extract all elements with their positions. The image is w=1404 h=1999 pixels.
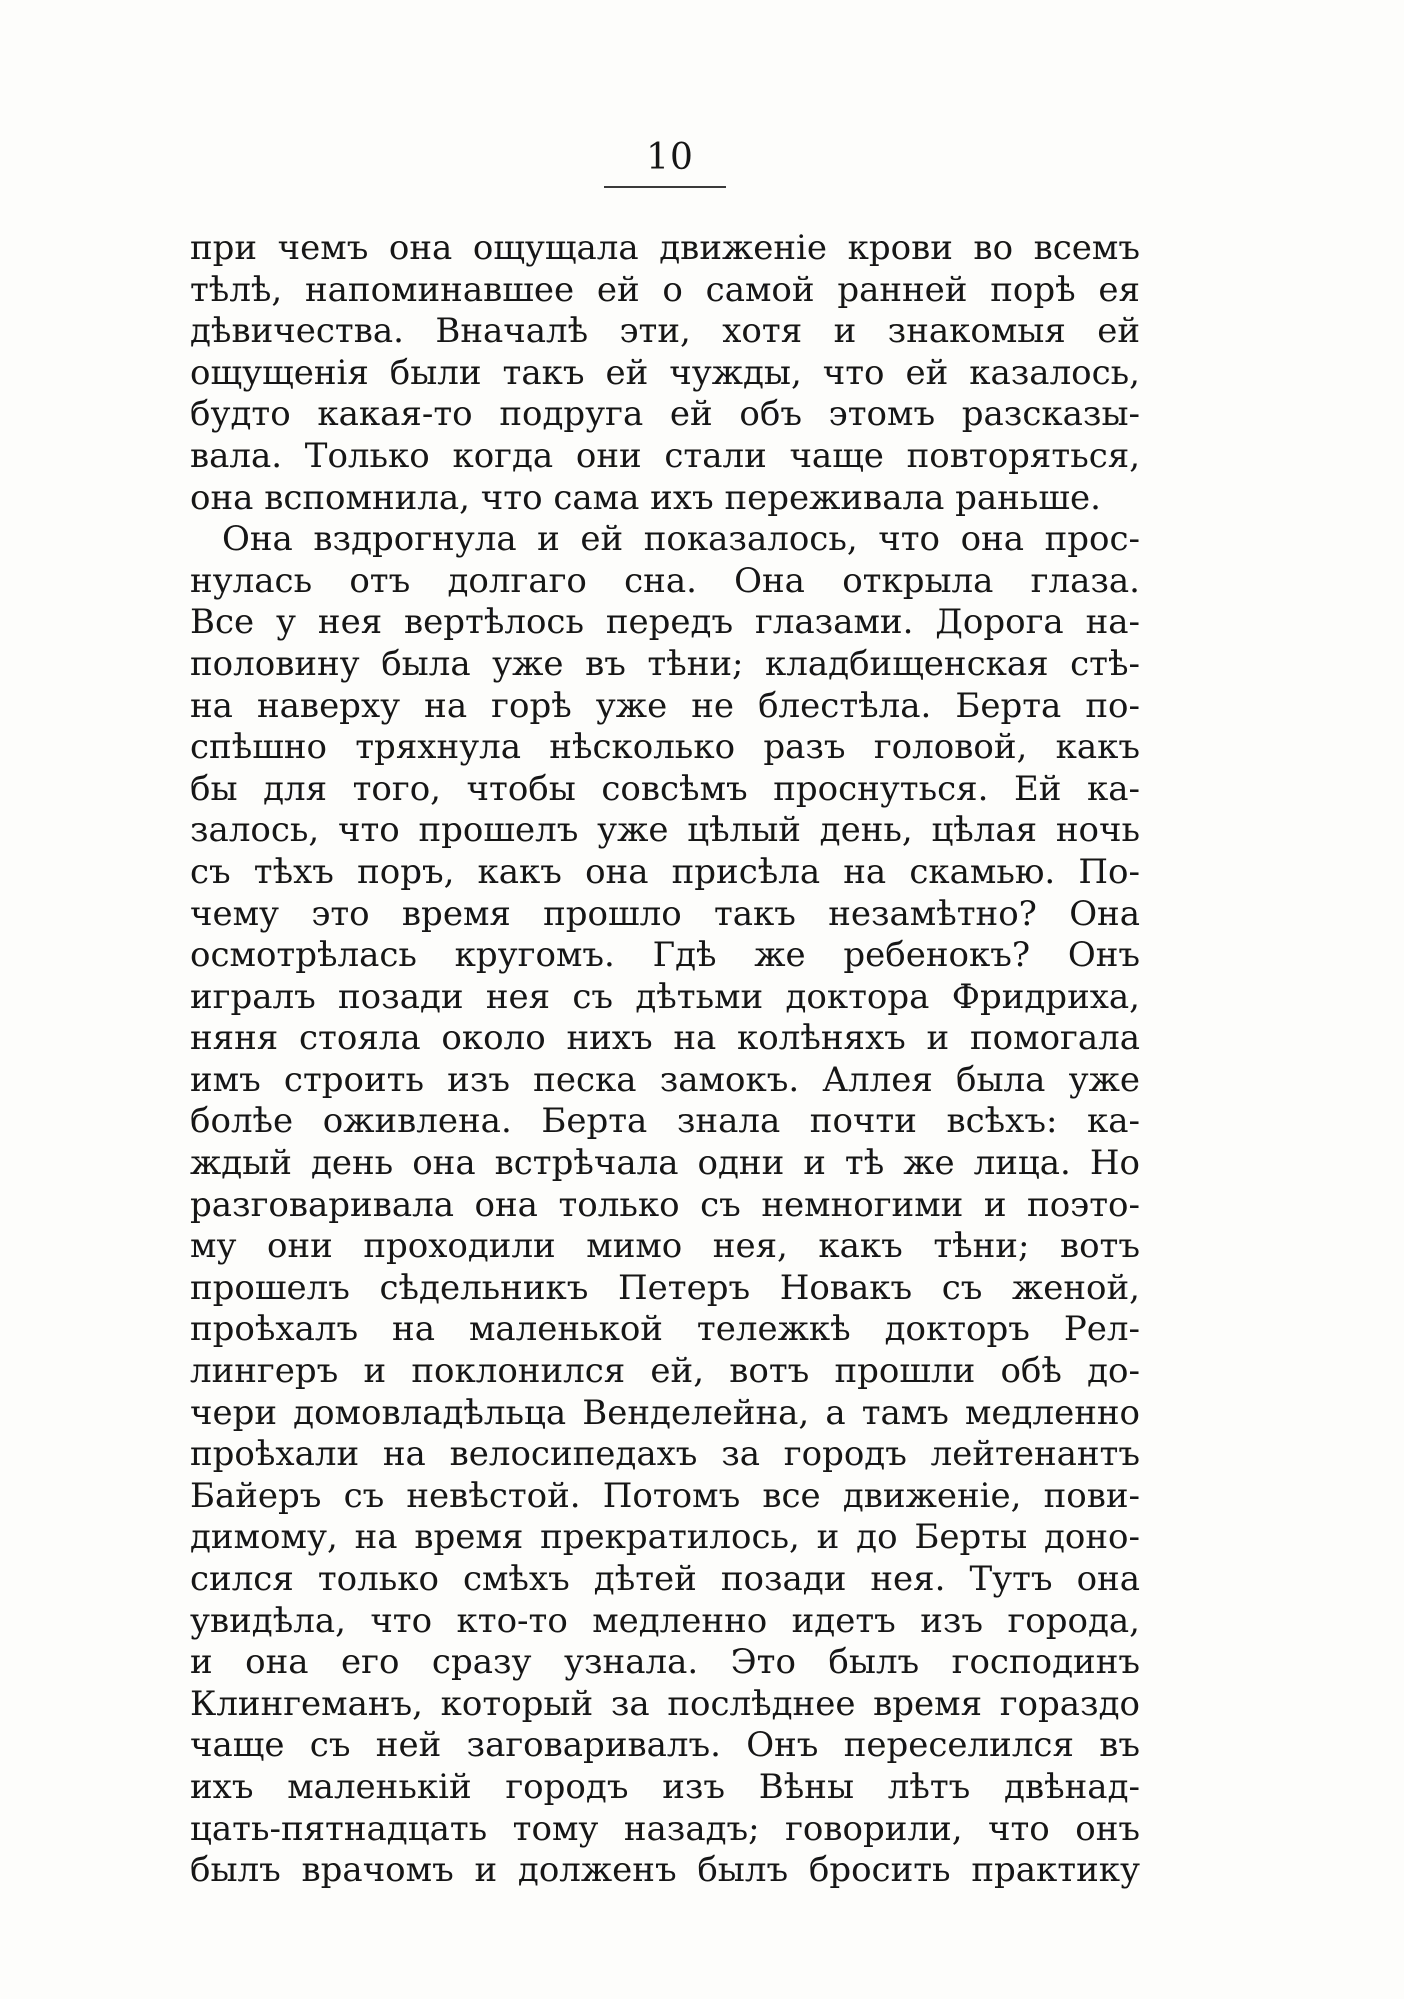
text-line: спѣшно тряхнула нѣсколько разъ головой, какъ xyxy=(190,727,1140,768)
text-line: чаще съ ней заговаривалъ. Онъ переселился въ xyxy=(190,1725,1140,1766)
text-line: залось, что прошелъ уже цѣлый день, цѣлая ночь xyxy=(190,810,1140,851)
text-line: нулась отъ долгаго сна. Она открыла глаза. xyxy=(190,560,1140,601)
text-line: Клингеманъ, который за послѣднее время гораздо xyxy=(190,1683,1140,1724)
text-line: ихъ маленькій городъ изъ Вѣны лѣтъ двѣнад- xyxy=(190,1766,1140,1807)
text-line: прошелъ сѣдельникъ Петеръ Новакъ съ женой, xyxy=(190,1267,1140,1308)
text-line: чему это время прошло такъ незамѣтно? Она xyxy=(190,893,1140,934)
text-line: тѣлѣ, напоминавшее ей о самой ранней порѣ ея xyxy=(190,269,1140,310)
page-number-rule xyxy=(604,186,726,188)
text-line: ощущенія были такъ ей чужды, что ей казалось, xyxy=(190,352,1140,393)
body-text xyxy=(190,228,1140,1892)
text-line: съ тѣхъ поръ, какъ она присѣла на скамью. По- xyxy=(190,851,1140,892)
text-line: при чемъ она ощущала движеніе крови во всемъ xyxy=(190,228,1140,268)
text-line: чери домовладѣльца Венделейна, а тамъ медленно xyxy=(190,1392,1140,1433)
text-line: былъ врачомъ и долженъ былъ бросить практику xyxy=(190,1850,1140,1891)
text-line: имъ строить изъ песка замокъ. Аллея была уже xyxy=(190,1059,1140,1100)
text-line: проѣхалъ на маленькой тележкѣ докторъ Рел- xyxy=(190,1309,1140,1350)
text-line: ждый день она встрѣчала одни и тѣ же лица. Но xyxy=(190,1143,1140,1184)
text-line: и она его сразу узнала. Это былъ господинъ xyxy=(190,1642,1140,1683)
text-line: лингеръ и поклонился ей, вотъ прошли обѣ до- xyxy=(190,1351,1140,1392)
page-number: 10 xyxy=(646,137,694,178)
text-line: няня стояла около нихъ на колѣняхъ и помогала xyxy=(190,1018,1140,1059)
text-line: му они проходили мимо нея, какъ тѣни; вотъ xyxy=(190,1226,1140,1267)
text-line: вала. Только когда они стали чаще повторяться, xyxy=(190,435,1140,476)
text-line: проѣхали на велосипедахъ за городъ лейтенантъ xyxy=(190,1434,1140,1475)
text-line: димому, на время прекратилось, и до Берты доно- xyxy=(190,1517,1140,1558)
text-line: болѣе оживлена. Берта знала почти всѣхъ: ка- xyxy=(190,1101,1140,1142)
text-line: будто какая-то подруга ей объ этомъ разсказы- xyxy=(190,394,1140,435)
text-line: бы для того, чтобы совсѣмъ проснуться. Ей ка- xyxy=(190,768,1140,809)
text-line: на наверху на горѣ уже не блестѣла. Берта по- xyxy=(190,685,1140,726)
text-line: Она вздрогнула и ей показалось, что она прос- xyxy=(222,519,1140,560)
text-line: Все у нея вертѣлось передъ глазами. Дорога на- xyxy=(190,602,1140,643)
text-line: увидѣла, что кто-то медленно идетъ изъ города, xyxy=(190,1600,1140,1641)
text-line: Байеръ съ невѣстой. Потомъ все движеніе, пови- xyxy=(190,1475,1140,1516)
text-line: разговаривала она только съ немногими и поэто- xyxy=(190,1184,1140,1225)
text-line: сился только смѣхъ дѣтей позади нея. Тутъ она xyxy=(190,1559,1140,1599)
text-line: половину была уже въ тѣни; кладбищенская стѣ- xyxy=(190,643,1140,684)
text-line: она вспомнила, что сама ихъ переживала раньше. xyxy=(190,477,1101,518)
text-line: игралъ позади нея съ дѣтьми доктора Фридриха, xyxy=(190,976,1140,1017)
text-line: осмотрѣлась кругомъ. Гдѣ же ребенокъ? Онъ xyxy=(190,935,1140,976)
text-line: дѣвичества. Вначалѣ эти, хотя и знакомыя ей xyxy=(190,311,1140,352)
text-line: цать-пятнадцать тому назадъ; говорили, что онъ xyxy=(190,1808,1140,1849)
